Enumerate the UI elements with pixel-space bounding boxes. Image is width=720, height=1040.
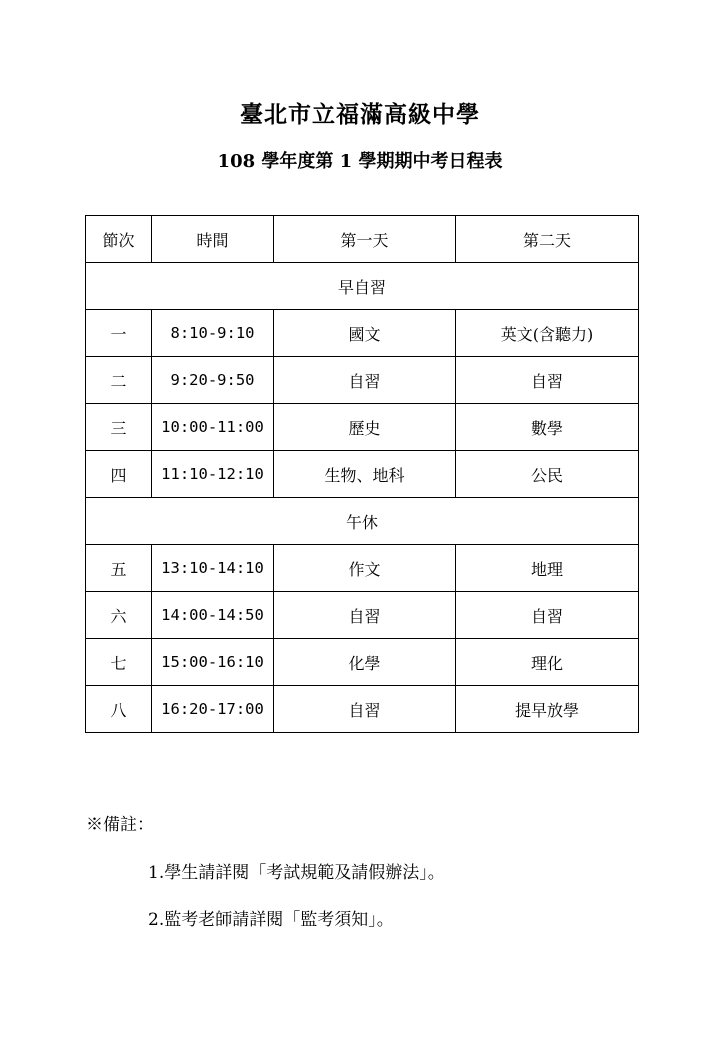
day1-subject-cell: 國文: [274, 310, 456, 357]
break-cell: 午休: [86, 498, 639, 545]
period-cell: 四: [86, 451, 152, 498]
column-header-day1: 第一天: [274, 216, 456, 263]
time-cell: 16:20-17:00: [152, 686, 274, 733]
period-cell: 八: [86, 686, 152, 733]
day1-subject-cell: 自習: [274, 686, 456, 733]
day2-subject-cell: 自習: [456, 592, 639, 639]
notes-title: ※備註：: [86, 815, 154, 835]
day1-subject-cell: 化學: [274, 639, 456, 686]
day2-subject-cell: 數學: [456, 404, 639, 451]
time-cell: 13:10-14:10: [152, 545, 274, 592]
day1-subject-cell: 自習: [274, 592, 456, 639]
period-cell: 七: [86, 639, 152, 686]
table-row: [86, 592, 639, 639]
break-row: [86, 263, 639, 310]
period-cell: 二: [86, 357, 152, 404]
day2-subject-cell: 提早放學: [456, 686, 639, 733]
column-header-period: 節次: [86, 216, 152, 263]
period-cell: 五: [86, 545, 152, 592]
day1-subject-cell: 歷史: [274, 404, 456, 451]
column-header-day2: 第二天: [456, 216, 639, 263]
table-row: [86, 404, 639, 451]
day2-subject-cell: 英文(含聽力): [456, 310, 639, 357]
period-cell: 三: [86, 404, 152, 451]
time-cell: 9:20-9:50: [152, 357, 274, 404]
exam-schedule-table: [85, 215, 639, 733]
note-item-1: 1.學生請詳閱「考試規範及請假辦法」。: [148, 863, 445, 883]
time-cell: 14:00-14:50: [152, 592, 274, 639]
day2-subject-cell: 自習: [456, 357, 639, 404]
table-row: [86, 310, 639, 357]
schedule-body: [86, 216, 639, 733]
time-cell: 15:00-16:10: [152, 639, 274, 686]
day1-subject-cell: 自習: [274, 357, 456, 404]
table-row: [86, 451, 639, 498]
day2-subject-cell: 地理: [456, 545, 639, 592]
document-subtitle: 108 學年度第 1 學期期中考日程表: [217, 151, 503, 172]
table-row: [86, 639, 639, 686]
period-cell: 六: [86, 592, 152, 639]
day2-subject-cell: 公民: [456, 451, 639, 498]
day2-subject-cell: 理化: [456, 639, 639, 686]
table-row: [86, 686, 639, 733]
day1-subject-cell: 作文: [274, 545, 456, 592]
period-cell: 一: [86, 310, 152, 357]
day1-subject-cell: 生物、地科: [274, 451, 456, 498]
time-cell: 10:00-11:00: [152, 404, 274, 451]
column-header-time: 時間: [152, 216, 274, 263]
break-row: [86, 498, 639, 545]
table-row: [86, 357, 639, 404]
document-title: 臺北市立福滿高級中學: [240, 101, 480, 128]
time-cell: 8:10-9:10: [152, 310, 274, 357]
note-item-2: 2.監考老師請詳閱「監考須知」。: [148, 910, 394, 930]
header-row: [86, 216, 639, 263]
break-cell: 早自習: [86, 263, 639, 310]
table-row: [86, 545, 639, 592]
time-cell: 11:10-12:10: [152, 451, 274, 498]
